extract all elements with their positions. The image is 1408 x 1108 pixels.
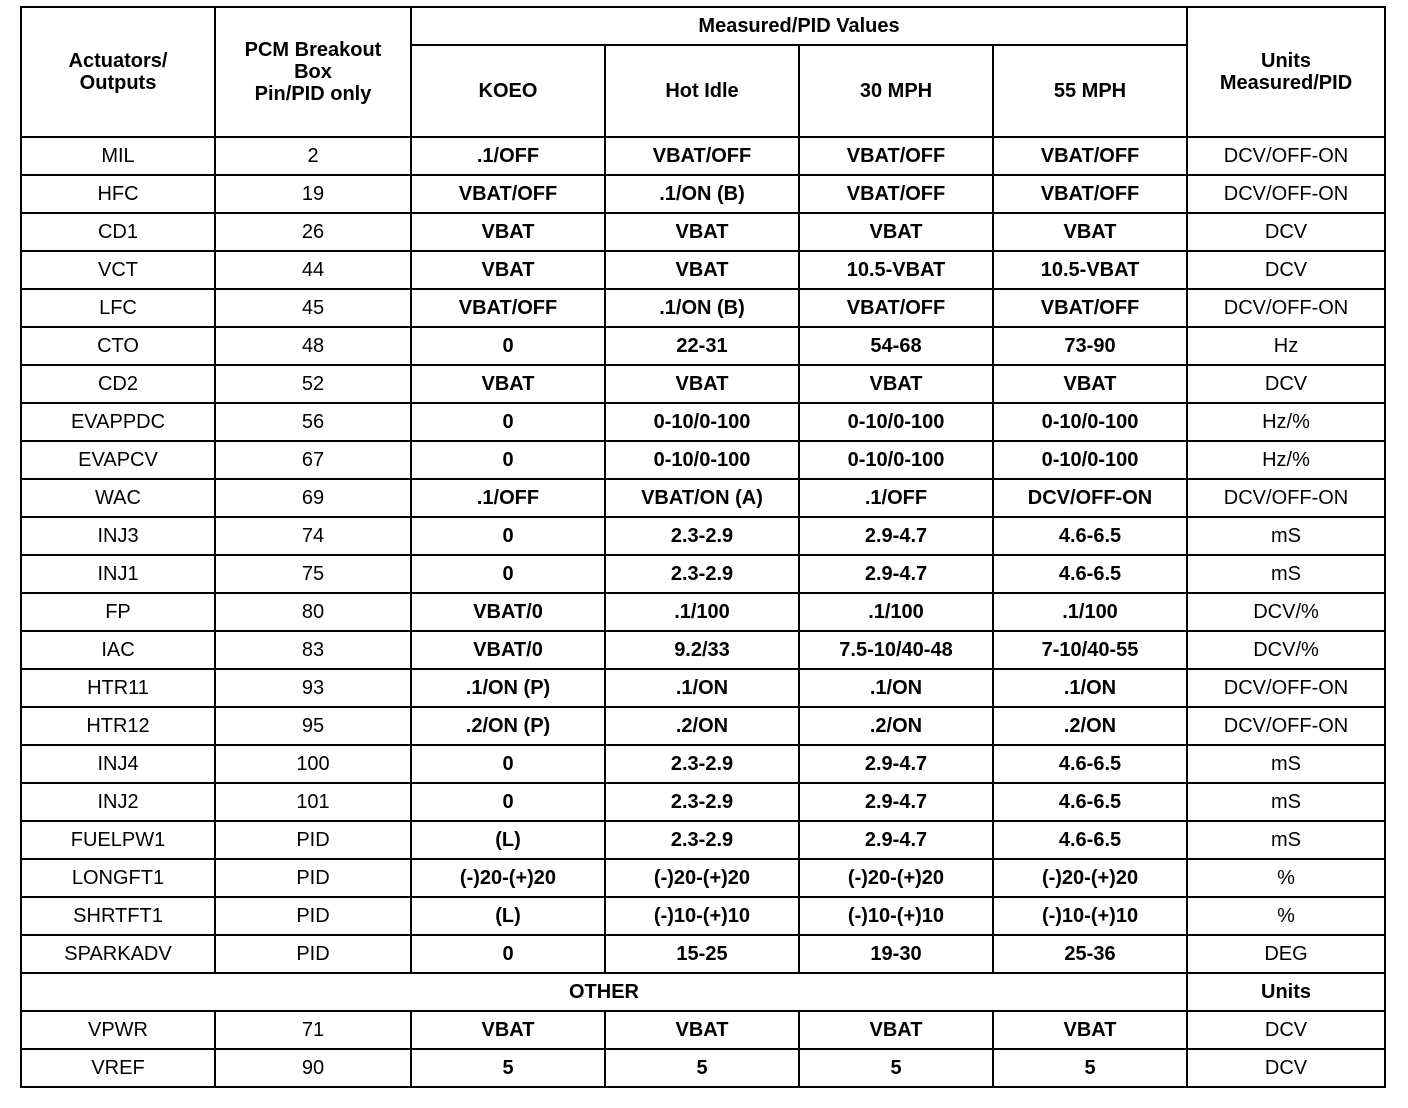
row-units: DCV/OFF-ON xyxy=(1187,479,1385,517)
value-hot-idle: 2.3-2.9 xyxy=(605,555,799,593)
row-units: DCV/OFF-ON xyxy=(1187,707,1385,745)
value-30-mph: VBAT xyxy=(799,213,993,251)
row-name: INJ3 xyxy=(21,517,215,555)
table-row xyxy=(21,365,1385,403)
value-hot-idle: 0-10/0-100 xyxy=(605,441,799,479)
table-row xyxy=(21,935,1385,973)
value-30-mph: 2.9-4.7 xyxy=(799,783,993,821)
row-pin: 75 xyxy=(215,555,411,593)
value-55-mph: 4.6-6.5 xyxy=(993,517,1187,555)
row-pin: 19 xyxy=(215,175,411,213)
value-hot-idle: .1/100 xyxy=(605,593,799,631)
table-row xyxy=(21,213,1385,251)
row-units: Hz/% xyxy=(1187,403,1385,441)
row-units: Hz/% xyxy=(1187,441,1385,479)
value-hot-idle: .1/ON xyxy=(605,669,799,707)
row-pin: 100 xyxy=(215,745,411,783)
actuator-rows xyxy=(21,137,1385,973)
row-units: DCV xyxy=(1187,1049,1385,1087)
value-hot-idle: VBAT/OFF xyxy=(605,137,799,175)
row-pin: 52 xyxy=(215,365,411,403)
value-30-mph: 0-10/0-100 xyxy=(799,403,993,441)
value-koeo: 0 xyxy=(411,555,605,593)
value-hot-idle: 15-25 xyxy=(605,935,799,973)
table-row xyxy=(21,251,1385,289)
value-koeo: VBAT xyxy=(411,251,605,289)
row-pin: 56 xyxy=(215,403,411,441)
row-units: DEG xyxy=(1187,935,1385,973)
row-pin: 80 xyxy=(215,593,411,631)
value-hot-idle: VBAT xyxy=(605,365,799,403)
table-row xyxy=(21,593,1385,631)
other-section xyxy=(21,973,1385,1011)
row-pin: 69 xyxy=(215,479,411,517)
value-koeo: VBAT/0 xyxy=(411,593,605,631)
value-hot-idle: 5 xyxy=(605,1049,799,1087)
value-30-mph: 2.9-4.7 xyxy=(799,821,993,859)
value-30-mph: 2.9-4.7 xyxy=(799,517,993,555)
row-pin: PID xyxy=(215,859,411,897)
row-units: DCV/% xyxy=(1187,593,1385,631)
header-koeo: KOEO xyxy=(411,45,605,137)
value-koeo: VBAT xyxy=(411,213,605,251)
value-55-mph: 4.6-6.5 xyxy=(993,821,1187,859)
row-units: DCV xyxy=(1187,213,1385,251)
value-30-mph: .1/ON xyxy=(799,669,993,707)
row-units: % xyxy=(1187,897,1385,935)
header-30-mph: 30 MPH xyxy=(799,45,993,137)
value-55-mph: VBAT xyxy=(993,365,1187,403)
row-name: IAC xyxy=(21,631,215,669)
value-hot-idle: VBAT/ON (A) xyxy=(605,479,799,517)
value-koeo: VBAT/0 xyxy=(411,631,605,669)
value-30-mph: VBAT/OFF xyxy=(799,137,993,175)
row-pin: 83 xyxy=(215,631,411,669)
header-units: Units Measured/PID xyxy=(1187,7,1385,137)
value-hot-idle: .1/ON (B) xyxy=(605,289,799,327)
other-header-row xyxy=(21,973,1385,1011)
row-name: SHRTFT1 xyxy=(21,897,215,935)
row-pin: PID xyxy=(215,821,411,859)
table-row xyxy=(21,669,1385,707)
row-pin: PID xyxy=(215,935,411,973)
value-30-mph: 54-68 xyxy=(799,327,993,365)
row-pin: 67 xyxy=(215,441,411,479)
table-row xyxy=(21,517,1385,555)
value-koeo: 0 xyxy=(411,517,605,555)
row-units: mS xyxy=(1187,783,1385,821)
value-55-mph: 4.6-6.5 xyxy=(993,745,1187,783)
value-hot-idle: .1/ON (B) xyxy=(605,175,799,213)
value-55-mph: 73-90 xyxy=(993,327,1187,365)
table-row xyxy=(21,175,1385,213)
value-55-mph: VBAT xyxy=(993,213,1187,251)
value-hot-idle: .2/ON xyxy=(605,707,799,745)
row-name: VREF xyxy=(21,1049,215,1087)
row-pin: 101 xyxy=(215,783,411,821)
table-row xyxy=(21,403,1385,441)
header-measured-pid-values: Measured/PID Values xyxy=(411,7,1187,45)
row-units: DCV/OFF-ON xyxy=(1187,289,1385,327)
value-30-mph: .2/ON xyxy=(799,707,993,745)
row-name: INJ2 xyxy=(21,783,215,821)
value-30-mph: (-)20-(+)20 xyxy=(799,859,993,897)
value-hot-idle: 2.3-2.9 xyxy=(605,745,799,783)
value-koeo: 0 xyxy=(411,935,605,973)
row-pin: 90 xyxy=(215,1049,411,1087)
row-pin: 48 xyxy=(215,327,411,365)
value-hot-idle: 2.3-2.9 xyxy=(605,821,799,859)
row-pin: 26 xyxy=(215,213,411,251)
row-name: CTO xyxy=(21,327,215,365)
value-30-mph: VBAT/OFF xyxy=(799,175,993,213)
value-30-mph: .1/OFF xyxy=(799,479,993,517)
value-30-mph: VBAT xyxy=(799,1011,993,1049)
value-koeo: .1/OFF xyxy=(411,137,605,175)
row-name: INJ1 xyxy=(21,555,215,593)
row-pin: 71 xyxy=(215,1011,411,1049)
table-row xyxy=(21,441,1385,479)
value-koeo: 0 xyxy=(411,783,605,821)
row-name: MIL xyxy=(21,137,215,175)
row-name: SPARKADV xyxy=(21,935,215,973)
value-koeo: VBAT/OFF xyxy=(411,175,605,213)
row-name: VPWR xyxy=(21,1011,215,1049)
value-55-mph: 25-36 xyxy=(993,935,1187,973)
header-actuators-outputs: Actuators/ Outputs xyxy=(21,7,215,137)
value-koeo: 0 xyxy=(411,441,605,479)
value-55-mph: VBAT/OFF xyxy=(993,137,1187,175)
table-row xyxy=(21,555,1385,593)
value-hot-idle: (-)20-(+)20 xyxy=(605,859,799,897)
table-row xyxy=(21,137,1385,175)
row-units: mS xyxy=(1187,517,1385,555)
value-koeo: 0 xyxy=(411,327,605,365)
table-row xyxy=(21,289,1385,327)
row-units: DCV/OFF-ON xyxy=(1187,669,1385,707)
header-hot-idle: Hot Idle xyxy=(605,45,799,137)
row-pin: 2 xyxy=(215,137,411,175)
value-koeo: (L) xyxy=(411,897,605,935)
row-pin: 45 xyxy=(215,289,411,327)
table-row xyxy=(21,859,1385,897)
row-name: FUELPW1 xyxy=(21,821,215,859)
table-row xyxy=(21,479,1385,517)
value-55-mph: .1/100 xyxy=(993,593,1187,631)
other-units-label: Units xyxy=(1187,973,1385,1011)
value-30-mph: 2.9-4.7 xyxy=(799,555,993,593)
header-pin-pid: PCM Breakout Box Pin/PID only xyxy=(215,7,411,137)
value-koeo: 5 xyxy=(411,1049,605,1087)
row-units: mS xyxy=(1187,821,1385,859)
value-hot-idle: 9.2/33 xyxy=(605,631,799,669)
row-units: DCV/OFF-ON xyxy=(1187,175,1385,213)
row-pin: 95 xyxy=(215,707,411,745)
row-name: LFC xyxy=(21,289,215,327)
value-55-mph: 10.5-VBAT xyxy=(993,251,1187,289)
value-55-mph: VBAT/OFF xyxy=(993,175,1187,213)
value-55-mph: VBAT xyxy=(993,1011,1187,1049)
value-30-mph: 5 xyxy=(799,1049,993,1087)
table-row xyxy=(21,1011,1385,1049)
value-hot-idle: 2.3-2.9 xyxy=(605,517,799,555)
row-pin: 44 xyxy=(215,251,411,289)
row-units: DCV/OFF-ON xyxy=(1187,137,1385,175)
row-name: HTR12 xyxy=(21,707,215,745)
value-hot-idle: 22-31 xyxy=(605,327,799,365)
value-30-mph: VBAT/OFF xyxy=(799,289,993,327)
row-name: HFC xyxy=(21,175,215,213)
header-55-mph: 55 MPH xyxy=(993,45,1187,137)
table-row xyxy=(21,783,1385,821)
row-name: EVAPCV xyxy=(21,441,215,479)
value-30-mph: 0-10/0-100 xyxy=(799,441,993,479)
value-koeo: .2/ON (P) xyxy=(411,707,605,745)
value-koeo: 0 xyxy=(411,745,605,783)
value-55-mph: .2/ON xyxy=(993,707,1187,745)
row-pin: 93 xyxy=(215,669,411,707)
value-30-mph: 10.5-VBAT xyxy=(799,251,993,289)
value-koeo: VBAT xyxy=(411,1011,605,1049)
table-row xyxy=(21,707,1385,745)
row-units: Hz xyxy=(1187,327,1385,365)
value-hot-idle: VBAT xyxy=(605,213,799,251)
value-55-mph: 4.6-6.5 xyxy=(993,783,1187,821)
value-hot-idle: 2.3-2.9 xyxy=(605,783,799,821)
row-name: LONGFT1 xyxy=(21,859,215,897)
row-name: FP xyxy=(21,593,215,631)
row-units: DCV/% xyxy=(1187,631,1385,669)
row-units: DCV xyxy=(1187,365,1385,403)
other-label: OTHER xyxy=(21,973,1187,1011)
row-name: EVAPPDC xyxy=(21,403,215,441)
row-name: CD2 xyxy=(21,365,215,403)
value-30-mph: 19-30 xyxy=(799,935,993,973)
value-55-mph: 0-10/0-100 xyxy=(993,441,1187,479)
row-units: DCV xyxy=(1187,1011,1385,1049)
pid-values-table xyxy=(20,6,1386,1088)
value-koeo: (-)20-(+)20 xyxy=(411,859,605,897)
value-55-mph: (-)20-(+)20 xyxy=(993,859,1187,897)
table-row xyxy=(21,745,1385,783)
value-55-mph: 0-10/0-100 xyxy=(993,403,1187,441)
value-hot-idle: (-)10-(+)10 xyxy=(605,897,799,935)
value-koeo: (L) xyxy=(411,821,605,859)
row-units: DCV xyxy=(1187,251,1385,289)
row-name: INJ4 xyxy=(21,745,215,783)
row-units: % xyxy=(1187,859,1385,897)
value-30-mph: 7.5-10/40-48 xyxy=(799,631,993,669)
value-30-mph: (-)10-(+)10 xyxy=(799,897,993,935)
value-30-mph: 2.9-4.7 xyxy=(799,745,993,783)
value-55-mph: VBAT/OFF xyxy=(993,289,1187,327)
row-name: CD1 xyxy=(21,213,215,251)
value-hot-idle: 0-10/0-100 xyxy=(605,403,799,441)
table-row xyxy=(21,327,1385,365)
row-pin: 74 xyxy=(215,517,411,555)
table-row xyxy=(21,631,1385,669)
row-name: WAC xyxy=(21,479,215,517)
value-55-mph: (-)10-(+)10 xyxy=(993,897,1187,935)
row-units: mS xyxy=(1187,555,1385,593)
value-hot-idle: VBAT xyxy=(605,1011,799,1049)
value-55-mph: 4.6-6.5 xyxy=(993,555,1187,593)
table-row xyxy=(21,897,1385,935)
value-koeo: VBAT/OFF xyxy=(411,289,605,327)
value-55-mph: 5 xyxy=(993,1049,1187,1087)
value-koeo: 0 xyxy=(411,403,605,441)
value-55-mph: .1/ON xyxy=(993,669,1187,707)
row-pin: PID xyxy=(215,897,411,935)
row-name: VCT xyxy=(21,251,215,289)
value-koeo: VBAT xyxy=(411,365,605,403)
value-koeo: .1/ON (P) xyxy=(411,669,605,707)
row-name: HTR11 xyxy=(21,669,215,707)
value-55-mph: DCV/OFF-ON xyxy=(993,479,1187,517)
value-55-mph: 7-10/40-55 xyxy=(993,631,1187,669)
other-rows xyxy=(21,1011,1385,1087)
table-row xyxy=(21,821,1385,859)
value-30-mph: .1/100 xyxy=(799,593,993,631)
value-koeo: .1/OFF xyxy=(411,479,605,517)
row-units: mS xyxy=(1187,745,1385,783)
value-hot-idle: VBAT xyxy=(605,251,799,289)
value-30-mph: VBAT xyxy=(799,365,993,403)
table-row xyxy=(21,1049,1385,1087)
